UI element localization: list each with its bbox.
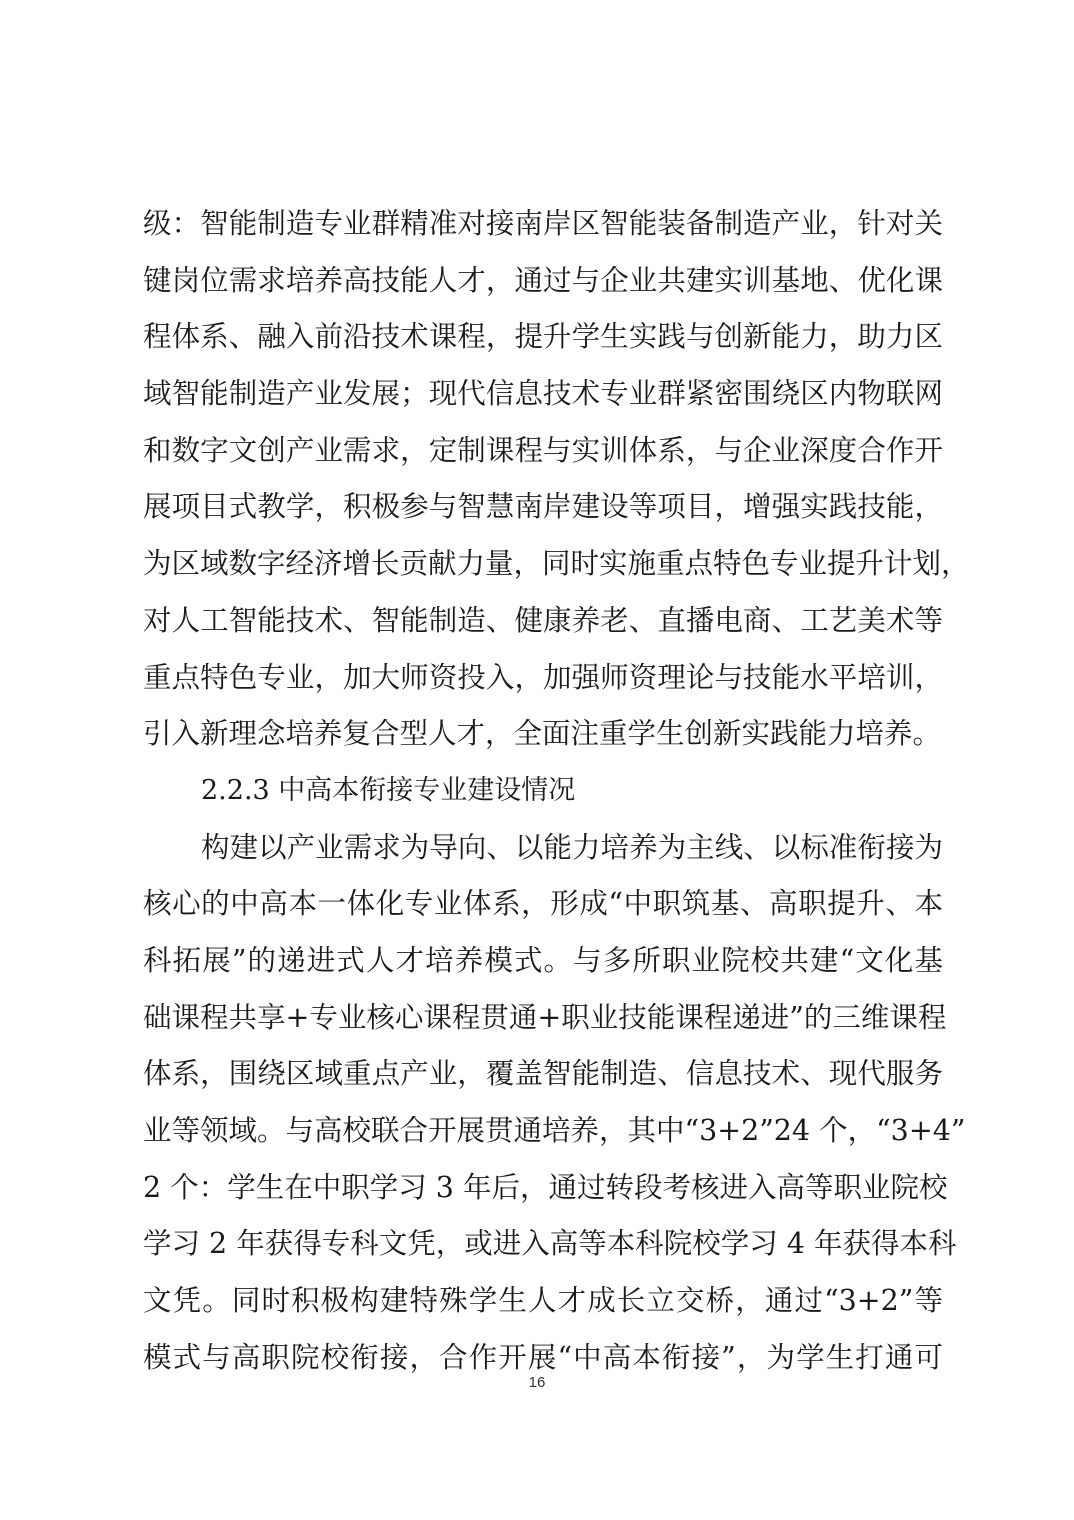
text-line: 级：智能制造专业群精准对接南岸区智能装备制造产业，针对关 — [143, 207, 943, 240]
text-line: 域智能制造产业发展；现代信息技术专业群紧密围绕区内物联网 — [143, 377, 943, 411]
text-line: 业等领域。与高校联合开展贯通培养，其中“3+2”24 个，“3+4” — [143, 1114, 966, 1147]
text-line: 引入新理念培养复合型人才，全面注重学生创新实践能力培养。 — [143, 717, 942, 751]
section-heading: 2.2.3 中高本衔接专业建设情况 — [201, 774, 576, 806]
text-line: 础课程共享+专业核心课程贯通+职业技能课程递进”的三维课程 — [143, 1000, 947, 1034]
text-line: 展项目式教学，积极参与智慧南岸建设等项目，增强实践技能， — [143, 490, 943, 524]
text-line: 构建以产业需求为导向、以能力培养为主线、以标准衔接为 — [201, 830, 943, 864]
paragraph-continued — [143, 196, 970, 763]
text-line: 学习 2 年获得专科文凭，或进入高等本科院校学习 4 年获得本科 — [143, 1227, 957, 1261]
text-line: 科拓展”的递进式人才培养模式。与多所职业院校共建“文化基 — [143, 943, 943, 977]
text-line: 键岗位需求培养高技能人才，通过与企业共建实训基地、优化课 — [143, 263, 943, 297]
text-line: 模式与高职院校衔接，合作开展“中高本衔接”，为学生打通可 — [143, 1340, 943, 1374]
text-line: 核心的中高本一体化专业体系，形成“中职筑基、高职提升、本 — [143, 887, 943, 921]
text-line: 体系，围绕区域重点产业，覆盖智能制造、信息技术、现代服务 — [143, 1057, 943, 1091]
page-number: 16 — [528, 1374, 546, 1391]
paragraph-body — [143, 820, 966, 1387]
text-line: 重点特色专业，加大师资投入，加强师资理论与技能水平培训， — [143, 660, 943, 694]
text-line: 2 个：学生在中职学习 3 年后，通过转段考核进入高等职业院校 — [143, 1170, 948, 1204]
text-line: 程体系、融入前沿技术课程，提升学生实践与创新能力，助力区 — [143, 320, 943, 354]
text-line: 为区域数字经济增长贡献力量，同时实施重点特色专业提升计划， — [143, 547, 970, 581]
text-line: 和数字文创产业需求，定制课程与实训体系，与企业深度合作开 — [143, 433, 943, 467]
body-text — [143, 196, 970, 1386]
text-line: 文凭。同时积极构建特殊学生人才成长立交桥，通过“3+2”等 — [143, 1284, 943, 1318]
text-line: 对人工智能技术、智能制造、健康养老、直播电商、工艺美术等 — [143, 603, 943, 637]
